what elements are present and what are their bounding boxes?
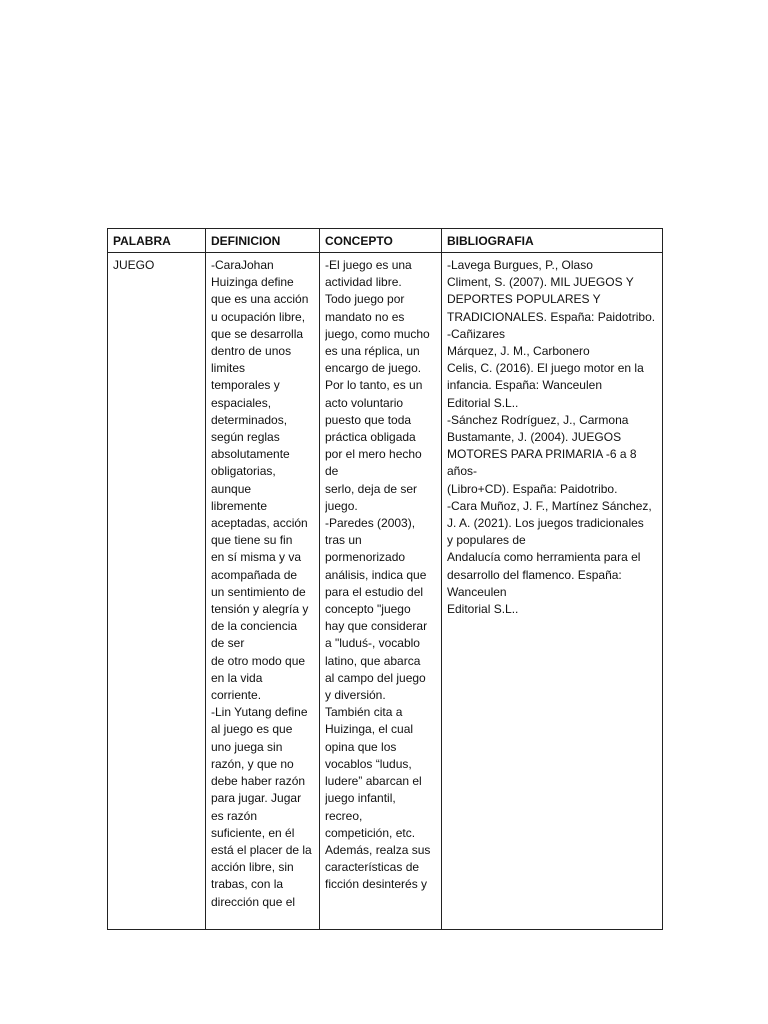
header-definicion: DEFINICION [206,229,320,253]
concepto-text: -El juego es una actividad libre. Todo juego por mandato no es juego, como mucho es una réplica, un encargo de juego. Por lo tanto, es un acto voluntario puesto que toda práctica obligada por el mero hecho de serlo, deja de ser juego. -Paredes (2003), tras un pormenorizado análisis, indica que para el estudio del concepto "juego hay que considerar a "luduś-, vocablo latino, que abarca al campo del juego y diversión. También cita a Huizinga, el cual opina que los vocablos “ludus, ludere” abarcan el juego infantil, recreo, competición, etc. Además, realza sus características de ficción desinterés y [325,258,431,892]
table-header-row [108,229,663,253]
header-palabra: PALABRA [108,229,206,253]
palabra-text: JUEGO [113,258,155,272]
table-row [108,253,663,930]
cell-concepto [320,253,442,930]
cell-definicion [206,253,320,930]
header-bibliografia: BIBLIOGRAFIA [442,229,663,253]
header-concepto: CONCEPTO [320,229,442,253]
definicion-text: -CaraJohan Huizinga define que es una acción u ocupación libre, que se desarrolla dentro de unos limites temporales y espaciales, determinados, según reglas absolutamente obligatorias, aunque libremente aceptadas, acción que tiene su fin en sí misma y va acompañada de un sentimiento de tensión y alegría y de la conciencia de ser de otro modo que en la vida corriente. -Lin Yutang define al juego es que uno juega sin razón, y que no debe haber razón para jugar. Jugar es razón suficiente, en él está el placer de la acción libre, sin trabas, con la dirección que el [211,258,312,909]
bibliografia-text: -Lavega Burgues, P., Olaso Climent, S. (2007). MIL JUEGOS Y DEPORTES POPULARES Y TRADICIONALES. España: Paidotribo. -Cañizares Márquez, J. M., Carbonero Celis, C. (2016). El juego motor en la infancia. España: Wanceulen Editorial S.L.. -Sánchez Rodríguez, J., Carmona Bustamante, J. (2004). JUEGOS MOTORES PARA PRIMARIA -6 a 8 años- (Libro+CD). España: Paidotribo. -Cara Muñoz, J. F., Martínez Sánchez, J. A. (2021). Los juegos tradicionales y populares de Andalucía como herramienta para el desarrollo del flamenco. España: Wanceulen Editorial S.L.. [447,258,656,617]
cell-bibliografia [442,253,663,930]
definitions-table [107,228,663,930]
cell-palabra [108,253,206,930]
